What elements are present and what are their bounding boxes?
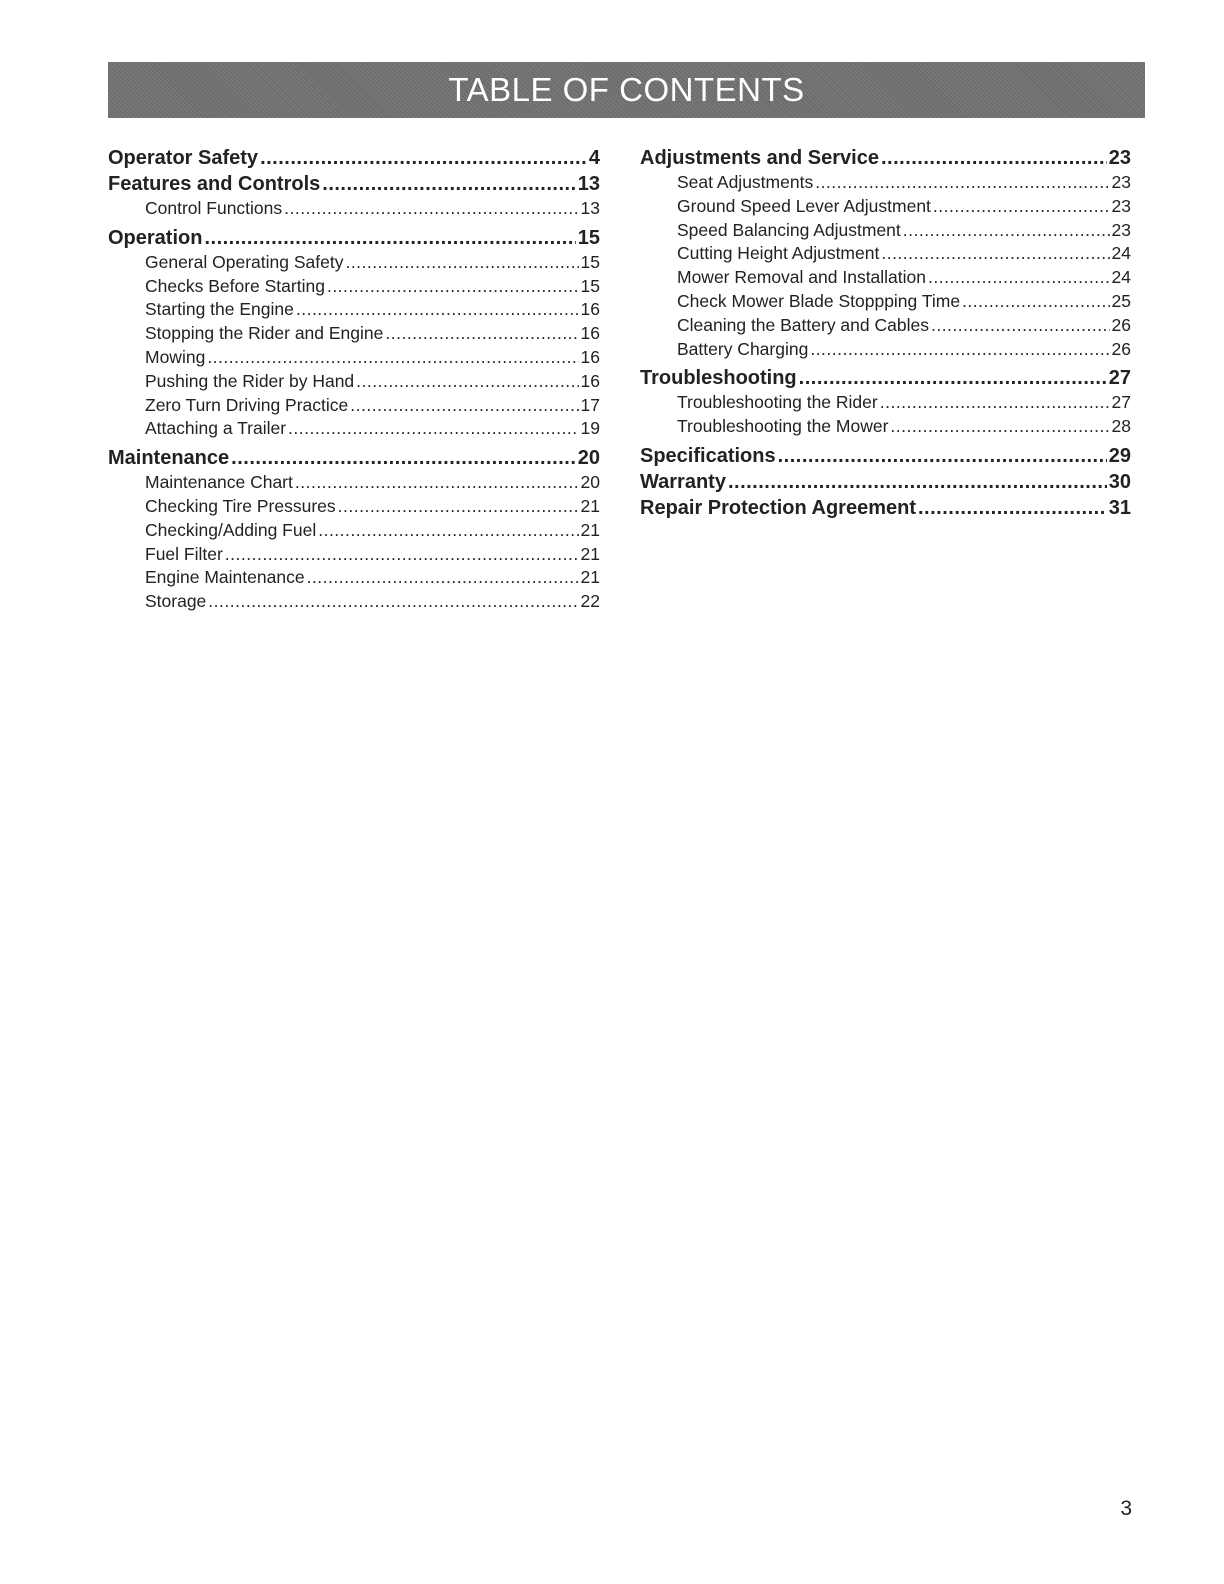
toc-subentry-title: Pushing the Rider by Hand <box>145 370 355 391</box>
toc-subentry-title: Fuel Filter <box>145 543 223 564</box>
toc-leader-dots <box>231 445 576 471</box>
toc-entry-adjustments-and-service[interactable] <box>640 145 1131 171</box>
toc-entry-title: Troubleshooting <box>640 367 797 390</box>
toc-subentry-page: 16 <box>580 299 600 320</box>
toc-leader-dots <box>890 415 1109 439</box>
toc-subentry-title: Mower Removal and Installation <box>677 267 927 288</box>
toc-entry-title: Warranty <box>640 470 726 493</box>
toc-left-column <box>108 145 600 614</box>
toc-subentry-title: Starting the Engine <box>145 299 294 320</box>
toc-subentry-mower-removal-and-installation[interactable] <box>640 266 1131 290</box>
toc-subentry-checks-before-starting[interactable] <box>108 275 600 299</box>
toc-subentry-title: Battery Charging <box>677 338 809 359</box>
toc-leader-dots <box>918 495 1107 521</box>
toc-subentry-troubleshooting-the-rider[interactable] <box>640 391 1131 415</box>
toc-entry-specifications[interactable] <box>640 443 1131 469</box>
toc-subentry-title: Check Mower Blade Stoppping Time <box>677 290 961 311</box>
toc-entry-page: 4 <box>588 147 600 169</box>
toc-leader-dots <box>208 590 578 614</box>
toc-subentry-page: 28 <box>1111 416 1131 437</box>
toc-leader-dots <box>356 370 578 394</box>
toc-subentry-general-operating-safety[interactable] <box>108 251 600 275</box>
toc-leader-dots <box>903 219 1110 243</box>
toc-subentry-title: Checking Tire Pressures <box>145 495 336 516</box>
toc-leader-dots <box>338 495 579 519</box>
toc-leader-dots <box>350 394 578 418</box>
toc-subentry-seat-adjustments[interactable] <box>640 171 1131 195</box>
toc-subentry-page: 22 <box>580 591 600 612</box>
toc-leader-dots <box>385 322 578 346</box>
toc-subentry-page: 26 <box>1111 314 1131 335</box>
toc-entry-page: 31 <box>1108 496 1131 519</box>
toc-entry-title: Maintenance <box>108 447 230 470</box>
toc-entry-title: Features and Controls <box>108 173 321 195</box>
toc-subentry-title: Mowing <box>145 346 206 367</box>
page-number: 3 <box>1120 1497 1132 1520</box>
toc-leader-dots <box>318 519 578 543</box>
toc-entry-title: Repair Protection Agreement <box>640 496 916 519</box>
toc-subentry-page: 16 <box>580 370 600 391</box>
toc-subentry-page: 23 <box>1111 195 1131 216</box>
toc-leader-dots <box>962 290 1109 314</box>
toc-subentry-title: Cutting Height Adjustment <box>677 243 880 264</box>
toc-subentry-page: 23 <box>1111 172 1131 192</box>
toc-entry-operator-safety[interactable] <box>108 145 600 171</box>
toc-entry-features-and-controls[interactable] <box>108 171 600 197</box>
toc-subentry-zero-turn-driving-practice[interactable] <box>108 394 600 418</box>
toc-subentry-page: 19 <box>580 418 600 439</box>
toc-subentry-title: Engine Maintenance <box>145 567 305 588</box>
toc-banner <box>108 62 1145 118</box>
toc-subentry-title: General Operating Safety <box>145 251 344 272</box>
toc-leader-dots <box>881 242 1109 266</box>
toc-leader-dots <box>225 543 579 567</box>
toc-subentry-page: 21 <box>580 495 600 516</box>
toc-entry-title: Operator Safety <box>108 147 259 169</box>
toc-leader-dots <box>307 566 579 590</box>
toc-subentry-title: Maintenance Chart <box>145 472 293 493</box>
toc-leader-dots <box>260 145 587 171</box>
toc-leader-dots <box>345 251 578 275</box>
toc-entry-page: 20 <box>577 447 600 470</box>
toc-leader-dots <box>327 275 579 299</box>
toc-subentry-title: Attaching a Trailer <box>145 418 287 439</box>
toc-subentry-page: 27 <box>1111 392 1131 413</box>
toc-entry-warranty[interactable] <box>640 469 1131 495</box>
toc-subentry-pushing-the-rider-by-hand[interactable] <box>108 370 600 394</box>
toc-subentry-checking-tire-pressures[interactable] <box>108 495 600 519</box>
toc-subentry-page: 15 <box>580 251 600 272</box>
toc-entry-page: 27 <box>1108 367 1131 390</box>
toc-entry-title: Operation <box>108 226 203 249</box>
toc-leader-dots <box>204 225 575 251</box>
toc-subentry-title: Cleaning the Battery and Cables <box>677 314 929 335</box>
toc-leader-dots <box>931 314 1110 338</box>
toc-entry-maintenance[interactable] <box>108 445 600 471</box>
toc-subentry-starting-the-engine[interactable] <box>108 298 600 322</box>
toc-entry-page: 23 <box>1108 147 1131 169</box>
toc-leader-dots <box>928 266 1110 290</box>
toc-entry-title: Specifications <box>640 444 776 467</box>
toc-subentry-checking-adding-fuel[interactable] <box>108 519 600 543</box>
toc-subentry-page: 24 <box>1111 243 1131 264</box>
toc-subentry-page: 21 <box>580 519 600 540</box>
toc-entry-troubleshooting[interactable] <box>640 365 1131 391</box>
toc-subentry-title: Stopping the Rider and Engine <box>145 323 384 344</box>
toc-leader-dots <box>296 298 579 322</box>
toc-leader-dots <box>799 365 1107 391</box>
toc-leader-dots <box>284 197 578 221</box>
toc-entry-page: 29 <box>1108 444 1131 467</box>
toc-subentry-page: 20 <box>580 472 600 493</box>
toc-subentry-ground-speed-lever-adjustment[interactable] <box>640 195 1131 219</box>
toc-leader-dots <box>728 469 1107 495</box>
toc-subentry-engine-maintenance[interactable] <box>108 566 600 590</box>
toc-subentry-page: 21 <box>580 543 600 564</box>
toc-leader-dots <box>815 171 1109 195</box>
toc-subentry-speed-balancing-adjustment[interactable] <box>640 219 1131 243</box>
toc-subentry-title: Checks Before Starting <box>145 275 325 296</box>
toc-subentry-troubleshooting-the-mower[interactable] <box>640 415 1131 439</box>
toc-subentry-title: Troubleshooting the Mower <box>677 416 889 437</box>
toc-subentry-cleaning-the-battery-and-cables[interactable] <box>640 314 1131 338</box>
toc-leader-dots <box>778 443 1107 469</box>
toc-subentry-title: Control Functions <box>145 198 283 218</box>
toc-subentry-title: Checking/Adding Fuel <box>145 519 317 540</box>
toc-subentry-page: 26 <box>1111 338 1131 359</box>
toc-leader-dots <box>880 391 1110 415</box>
toc-subentry-fuel-filter[interactable] <box>108 543 600 567</box>
toc-leader-dots <box>288 417 578 441</box>
toc-subentry-battery-charging[interactable] <box>640 338 1131 362</box>
toc-subentry-page: 15 <box>580 275 600 296</box>
toc-leader-dots <box>933 195 1110 219</box>
toc-subentry-maintenance-chart[interactable] <box>108 471 600 495</box>
toc-title: TABLE OF CONTENTS <box>448 71 805 108</box>
toc-subentry-page: 25 <box>1111 290 1131 311</box>
toc-subentry-title: Troubleshooting the Rider <box>677 392 878 413</box>
toc-subentry-attaching-a-trailer[interactable] <box>108 417 600 441</box>
toc-subentry-title: Seat Adjustments <box>677 172 814 192</box>
toc-subentry-page: 23 <box>1111 219 1131 240</box>
toc-subentry-stopping-the-rider-and-engine[interactable] <box>108 322 600 346</box>
toc-entry-title: Adjustments and Service <box>640 147 879 169</box>
toc-entry-repair-protection-agreement[interactable] <box>640 495 1131 521</box>
toc-leader-dots <box>207 346 578 370</box>
toc-subentry-page: 16 <box>580 346 600 367</box>
toc-leader-dots <box>881 145 1107 171</box>
toc-subentry-cutting-height-adjustment[interactable] <box>640 242 1131 266</box>
toc-leader-dots <box>295 471 579 495</box>
toc-leader-dots <box>810 338 1109 362</box>
toc-subentry-page: 24 <box>1111 267 1131 288</box>
toc-subentry-title: Speed Balancing Adjustment <box>677 219 901 240</box>
toc-subentry-page: 17 <box>580 394 600 415</box>
toc-subentry-storage[interactable] <box>108 590 600 614</box>
toc-subentry-page: 13 <box>580 198 600 218</box>
toc-entry-operation[interactable] <box>108 225 600 251</box>
toc-subentry-mowing[interactable] <box>108 346 600 370</box>
toc-subentry-page: 21 <box>580 567 600 588</box>
toc-entry-page: 15 <box>577 226 600 249</box>
toc-leader-dots <box>322 171 575 197</box>
toc-right-column <box>640 145 1131 521</box>
toc-subentry-title: Ground Speed Lever Adjustment <box>677 195 931 216</box>
toc-subentry-control-functions[interactable] <box>108 197 600 221</box>
toc-entry-page: 13 <box>577 173 600 195</box>
toc-subentry-title: Storage <box>145 591 207 612</box>
toc-entry-page: 30 <box>1108 470 1131 493</box>
toc-subentry-check-mower-blade-stopping-time[interactable] <box>640 290 1131 314</box>
toc-subentry-title: Zero Turn Driving Practice <box>145 394 349 415</box>
toc-subentry-page: 16 <box>580 323 600 344</box>
